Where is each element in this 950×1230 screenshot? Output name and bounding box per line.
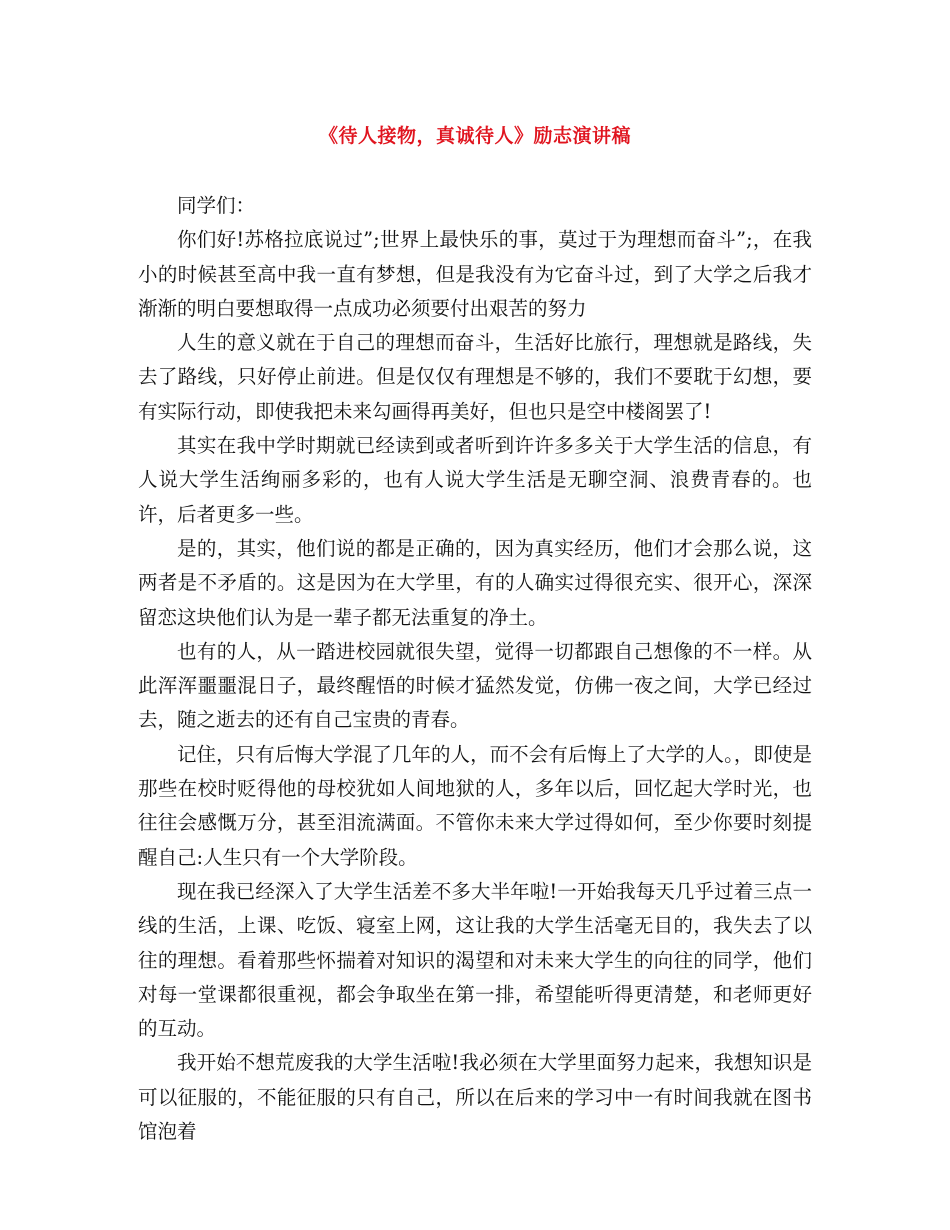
paragraph-4: 是的，其实，他们说的都是正确的，因为真实经历，他们才会那么说，这两者是不矛盾的。这是因为在大学里，有的人确实过得很充实、很开心，深深留恋这块他们认为是一辈子都无法重复的净土。 [138,536,812,629]
paragraph-3: 其实在我中学时期就已经读到或者听到许许多多关于大学生活的信息，有人说大学生活绚丽多彩的，也有人说大学生活是无聊空洞、浪费青春的。也许，后者更多一些。 [138,434,812,526]
paragraph-6: 记住，只有后悔大学混了几年的人，而不会有后悔上了大学的人。，即使是那些在校时贬得他的母校犹如人间地狱的人，多年以后，回忆起大学时光，也往往会感慨万分，甚至泪流满面。不管你未来大学过得如何，至少你要时刻提醒自己:人生只有一个大学阶段。 [138,742,812,869]
paragraph-7: 现在我已经深入了大学生活差不多大半年啦!一开始我每天几乎过着三点一线的生活，上课、吃饭、寝室上网，这让我的大学生活毫无目的，我失去了以往的理想。看着那些怀揣着对知识的渴望和对未来大学生的向往的同学，他们对每一堂课都很重视，都会争取坐在第一排，希望能听得更清楚，和老师更好的互动。 [138,879,812,1041]
paragraph-2: 人生的意义就在于自己的理想而奋斗，生活好比旅行，理想就是路线，失去了路线，只好停止前进。但是仅仅有理想是不够的，我们不要耽于幻想，要有实际行动，即使我把未来勾画得再美好，但也只是空中楼阁罢了! [138,331,812,423]
greeting: 同学们： [177,194,256,217]
paragraph-8: 我开始不想荒废我的大学生活啦!我必须在大学里面努力起来，我想知识是可以征服的，不能征服的只有自己，所以在后来的学习中一有时间我就在图书馆泡着 [138,1051,812,1144]
document-body [138,189,812,1149]
document-title: 《待人接物，真诚待人》励志演讲稿 [318,125,631,147]
paragraph-1: 你们好!苏格拉底说过”;世界上最快乐的事，莫过于为理想而奋斗”;，在我小的时候甚至高中我一直有梦想，但是我没有为它奋斗过，到了大学之后我才渐渐的明白要想取得一点成功必须要付出艰苦的努力 [138,228,812,320]
paragraph-5: 也有的人，从一踏进校园就很失望，觉得一切都跟自己想像的不一样。从此浑浑噩噩混日子，最终醒悟的时候才猛然发觉，仿佛一夜之间，大学已经过去，随之逝去的还有自己宝贵的青春。 [138,639,812,732]
